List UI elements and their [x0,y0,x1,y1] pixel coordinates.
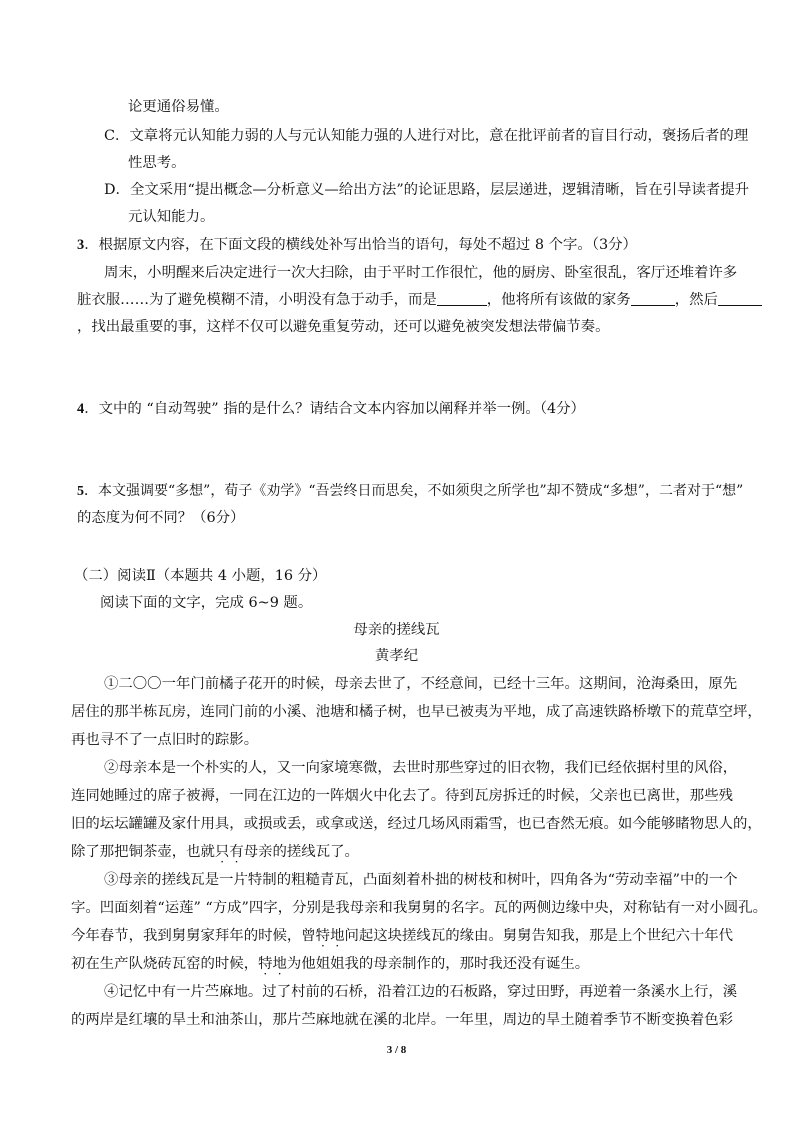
article-p3-line2: 字。凹面刻着“运莲” “方成”四字，分别是我母亲和我舅舅的名字。瓦的两侧边缘中央，对称钻有一对小圆孔。 [71,900,767,916]
article-title: 母亲的搓线瓦 [353,622,440,638]
article-p2-line4 [71,842,359,862]
q3-stem-text: ．根据原文内容，在下面文段的横线处补写出恰当的语句，每处不超过 8 个字。（3分） [84,237,637,253]
q3-blank-1[interactable] [437,291,487,306]
article-p1-line3: 再也寻不了一点旧时的踪影。 [71,732,259,748]
section2-heading: （二）阅读Ⅱ（本题共 4 小题，16 分） [74,568,327,584]
q2-option-c-line2: 性思考。 [128,155,186,171]
q5-stem-line2: 的态度为何不同？（6分） [77,510,245,526]
q3-passage-line2 [77,290,762,310]
q5-stem-line1 [77,481,743,502]
article-p4-line1: ④记忆中有一片苎麻地。过了村前的石桥，沿着江边的石板路，穿过田野，再逆着一条溪水上行，溪 [104,984,738,1000]
article-p1-line2: 居住的那半栋瓦房，连同门前的小溪、池塘和橘子树，也早已被夷为平地，成了高速铁路桥墩下的荒草空坪， [71,704,762,720]
p3-seg1: 今年春节，我到舅舅家拜年的时候，曾 [71,928,316,944]
section2-instruction: 阅读下面的文字，完成 6~9 题。 [100,595,313,611]
option-c-label: C． [104,128,130,144]
emphasis-char: 特 [258,956,273,972]
page-number: 3 / 8 [386,1044,407,1056]
q3-blank-3[interactable] [718,291,762,306]
q2-option-d-line2: 元认知能力。 [128,209,215,225]
q3-passage-seg1: 脏衣服……为了避免模糊不清，小明没有急于动手，而是 [77,292,437,308]
p3-seg3: 初在生产队烧砖瓦窑的时候， [71,956,259,972]
article-p3-line3 [71,926,733,946]
q2-option-d-line1 [104,180,749,200]
q3-stem [77,235,637,255]
q4-stem-text: ．文中的 “自动驾驶” 指的是什么？请结合文本内容加以阐释并举一例。（4分） [84,401,585,417]
article-p3-line1: ③母亲的搓线瓦是一片特制的粗糙青瓦，凸面刻着朴拙的树枝和树叶，四角各为“劳动幸福”中的一个 [104,872,738,888]
p3-seg2: 问起这块搓线瓦的缘由。舅舅告知我，那是上个世纪六十年代 [344,928,734,944]
emphasis-char: 地 [330,928,345,944]
option-c-text: 文章将元认知能力弱的人与元认知能力强的人进行对比，意在批评前者的盲目行动，褒扬后者的理 [129,128,749,144]
q5-stem-text: ．本文强调要“多想”，荀子《劝学》“吾尝终日而思矣，不如须臾之所学也”却不赞成“多想”，二者对于“想” [84,483,744,499]
q2-option-b-tail: 论更通俗易懂。 [128,99,229,115]
p3-seg4: 为他姐姐我的母亲制作的，那时我还没有诞生。 [286,956,590,972]
article-p3-line4 [71,954,589,974]
q4-stem [77,399,585,419]
article-p4-line2: 的两岸是红壤的旱土和油茶山，那片苎麻地就在溪的北岸。一年里，周边的旱土随着季节不断变换着色彩 [71,1012,733,1028]
q4-number: 4 [77,401,85,417]
article-p1-line1: ①二〇〇一年门前橘子花开的时候，母亲去世了，不经意间，已经十三年。这期间，沧海桑田，原先 [104,676,738,692]
q5-number: 5 [77,484,84,499]
article-p2-line3: 旧的坛坛罐罐及家什用具，或损或丢，或拿或送，经过几场风雨霜雪，也已杳然无痕。如今能够睹物思人的， [71,816,762,832]
option-d-text: 全文采用“提出概念—分析意义—给出方法”的论证思路，层层递进，逻辑清晰，旨在引导读者提升 [129,182,750,198]
emphasis-char: 特 [315,928,331,944]
article-author: 黄孝纪 [374,648,419,664]
q3-passage-seg3: ，然后 [674,292,718,308]
emphasis-char: 有 [229,844,244,860]
article-p2-line2: 连同她睡过的席子被褥，一同在江边的一阵烟火中化去了。待到瓦房拆迁的时候，父亲也已离世，那些残 [71,788,733,804]
emphasis-char: 只 [214,844,230,860]
emphasis-char: 地 [272,956,287,972]
q3-passage-seg2: ，他将所有该做的家务 [486,292,631,308]
option-d-label: D． [104,182,130,198]
q3-passage-line1: 周末，小明醒来后决定进行一次大扫除，由于平时工作很忙，他的厨房、卧室很乱，客厅还堆着许多 [104,265,738,281]
p2-seg1: 除了那把铜茶壶，也就 [71,844,215,860]
q3-passage-line3: ，找出最重要的事，这样不仅可以避免重复劳动，还可以避免被突发想法带偏节奏。 [77,319,610,335]
q2-option-c-line1 [104,126,748,146]
q3-blank-2[interactable] [631,291,675,306]
p2-seg2: 母亲的搓线瓦了。 [243,844,359,860]
q3-number: 3 [77,237,85,253]
article-p2-line1: ②母亲本是一个朴实的人，又一向家境寒微，去世时那些穿过的旧衣物，我们已经依据村里的风俗， [104,760,738,776]
